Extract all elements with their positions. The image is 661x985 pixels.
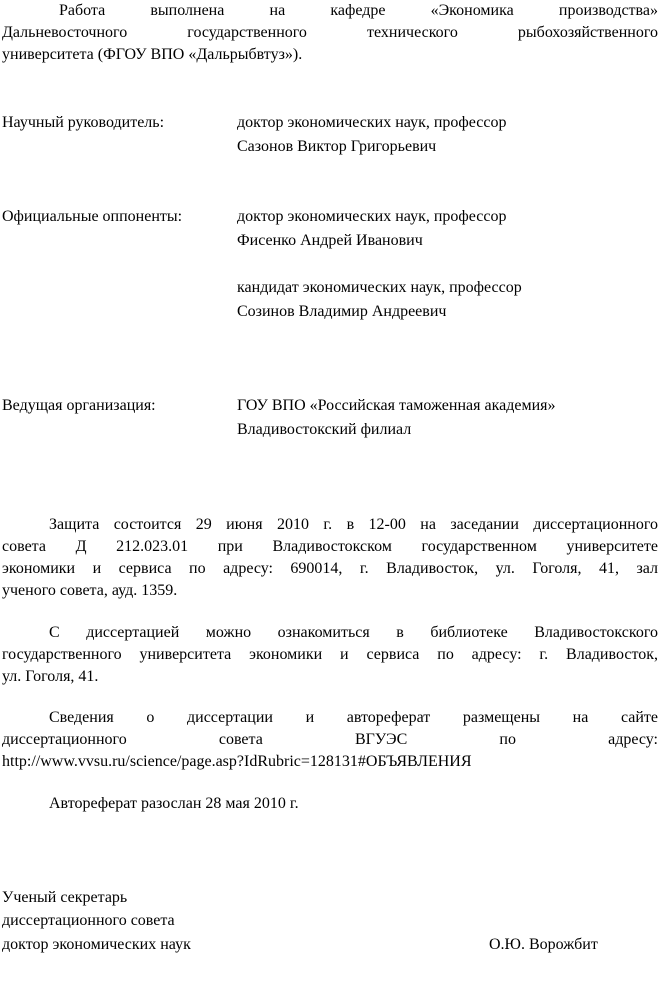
defense-line-3: экономики и сервиса по адресу: 690014, г. Владивосток, ул. Гоголя, 41, зал: [2, 560, 658, 577]
secretary-name: О.Ю. Ворожбит: [489, 936, 598, 953]
library-paragraph: [2, 622, 658, 688]
defense-paragraph: [2, 514, 658, 602]
supervisor-role: Научный руководитель:: [2, 114, 165, 131]
intro-line-2: Дальневосточного государственного технического рыбохозяйственного: [2, 24, 658, 41]
library-line-2: государственного университета экономики и сервиса по адресу: г. Владивосток,: [2, 646, 658, 663]
opponent-2-name: Созинов Владимир Андреевич: [237, 303, 447, 320]
supervisor-degree: доктор экономических наук, профессор: [237, 114, 507, 131]
defense-line-2: совета Д 212.023.01 при Владивостокском государственном университете: [2, 538, 658, 555]
leading-org-role: Ведущая организация:: [2, 397, 156, 414]
leading-org-line-1: ГОУ ВПО «Российская таможенная академия»: [237, 397, 556, 414]
library-line-3: ул. Гоголя, 41.: [2, 668, 99, 685]
library-line-1: С диссертацией можно ознакомиться в библиотеке Владивостокского: [49, 624, 658, 641]
intro-line-3: университета (ФГОУ ВПО «Дальрыбвтуз»).: [2, 46, 303, 63]
website-line-1: Сведения о диссертации и автореферат размещены на сайте: [49, 709, 658, 726]
website-url: http://www.vvsu.ru/science/page.asp?IdRubric=128131#ОБЪЯВЛЕНИЯ: [2, 753, 472, 770]
opponent-1-degree: доктор экономических наук, профессор: [237, 208, 507, 225]
opponent-1-name: Фисенко Андрей Иванович: [237, 232, 423, 249]
opponent-2-degree: кандидат экономических наук, профессор: [237, 279, 522, 296]
mailing-date: Автореферат разослан 28 мая 2010 г.: [49, 795, 299, 812]
supervisor-name: Сазонов Виктор Григорьевич: [237, 138, 437, 155]
secretary-line-1: Ученый секретарь: [2, 889, 128, 906]
defense-line-1: Защита состоится 29 июня 2010 г. в 12-00 на заседании диссертационного: [49, 516, 658, 533]
intro-line-1: Работа выполнена на кафедре «Экономика производства»: [59, 2, 658, 19]
website-paragraph: [2, 707, 658, 773]
secretary-line-2: диссертационного совета: [2, 912, 175, 929]
opponents-role: Официальные оппоненты:: [2, 208, 183, 225]
intro-paragraph: [2, 0, 658, 66]
website-line-2: диссертационного совета ВГУЭС по адресу:: [2, 731, 658, 748]
defense-line-4: ученого совета, ауд. 1359.: [2, 582, 178, 599]
secretary-line-3: доктор экономических наук: [2, 936, 191, 953]
leading-org-line-2: Владивостокский филиал: [237, 421, 412, 438]
